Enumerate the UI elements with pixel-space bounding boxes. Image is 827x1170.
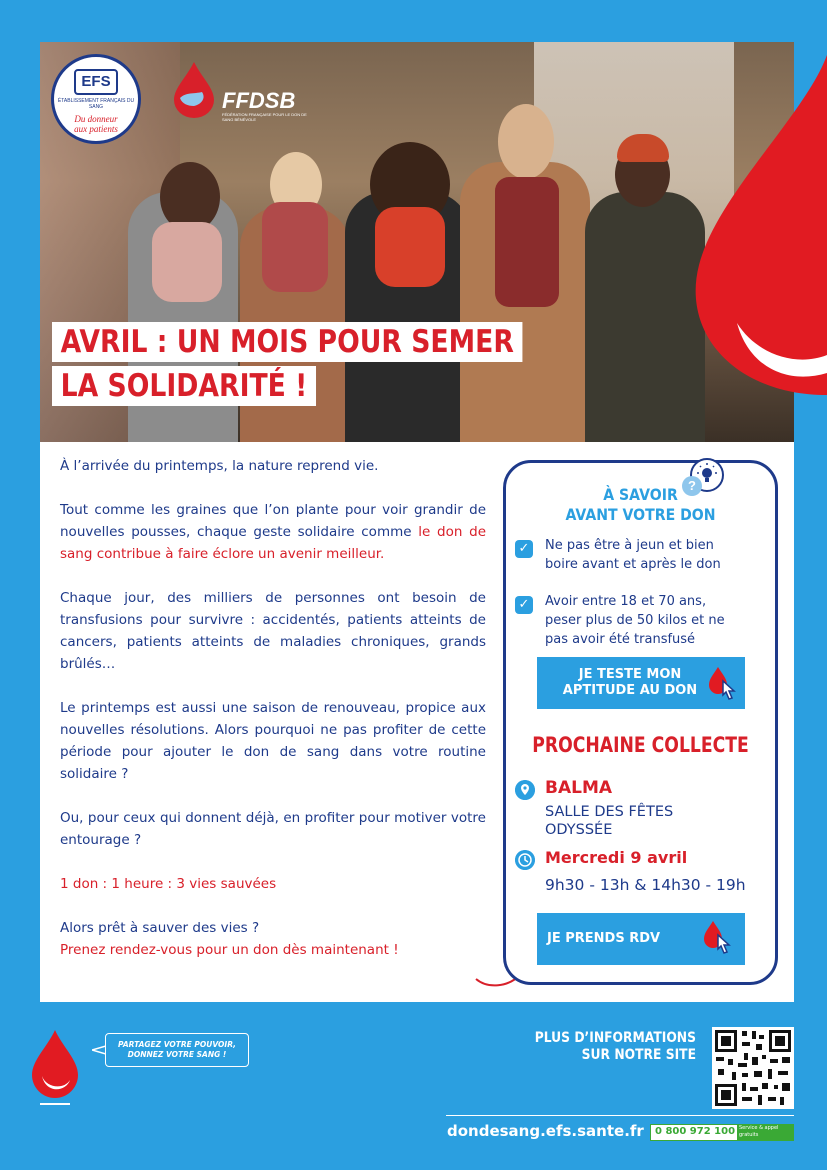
location-pin-icon <box>515 780 535 800</box>
paragraph-3: Chaque jour, des milliers de personnes ont besoin de transfusions pour survivre : accidentés, patients atteints de cancers, patients atteints de maladies chroniques, grands brûlés… <box>60 590 486 672</box>
collecte-hours: 9h30 - 13h & 14h30 - 19h <box>545 876 746 894</box>
collecte-place-1: SALLE DES FÊTES <box>545 804 674 820</box>
drop-click-icon <box>707 665 741 703</box>
collecte-place-2: ODYSSÉE <box>545 822 613 838</box>
headline-line-1: AVRIL : UN MOIS POUR SEMER <box>52 322 523 362</box>
efs-full-name: ÉTABLISSEMENT FRANÇAIS DU SANG <box>57 98 135 110</box>
savoir-title <box>520 485 762 525</box>
requirement-2-line-2: peser plus de 50 kilos et ne <box>545 613 725 628</box>
headline-line-2: LA SOLIDARITÉ ! <box>52 366 316 406</box>
paragraph-7 <box>60 917 486 961</box>
efs-tagline-2: aux patients <box>74 124 118 134</box>
paragraph-7-cta: Prenez rendez-vous pour un don dès maintenant ! <box>60 942 399 958</box>
collecte-city: BALMA <box>545 778 613 798</box>
test-button-line-1: JE TESTE MON <box>578 667 682 682</box>
paragraph-slogan: 1 don : 1 heure : 3 vies sauvées <box>60 876 277 892</box>
ffdsb-logo <box>172 62 312 122</box>
question-icon: ? <box>682 476 702 496</box>
checkbox-icon: ✓ <box>515 540 533 558</box>
drop-click-icon <box>702 919 736 959</box>
plus-info-2: SUR NOTRE SITE <box>581 1047 696 1063</box>
efs-tagline <box>54 114 138 134</box>
collecte-date: Mercredi 9 avril <box>545 848 688 867</box>
speech-bubble-tail <box>92 1045 106 1055</box>
phone-number: 0 800 972 100 <box>655 1126 736 1137</box>
requirement-2-line-1: Avoir entre 18 et 70 ans, <box>545 594 707 609</box>
rdv-button-label: JE PRENDS RDV <box>547 931 661 946</box>
qr-code[interactable] <box>712 1027 794 1109</box>
efs-abbr: EFS <box>74 69 118 95</box>
paragraph-5: Ou, pour ceux qui donnent déjà, en profiter pour motiver votre entourage ? <box>60 810 486 848</box>
big-blood-drop-icon <box>687 55 827 395</box>
requirement-1-line-1: Ne pas être à jeun et bien <box>545 538 714 553</box>
paragraph-4: Le printemps est aussi une saison de renouveau, propice aux nouvelles résolutions. Alors pourquoi ne pas profiter de cette période pour ajouter le don de sang dans votre routine solidaire ? <box>60 700 486 782</box>
efs-logo <box>51 54 141 144</box>
phone-number-badge[interactable] <box>650 1124 794 1141</box>
ffdsb-name: FFDSB <box>222 88 296 113</box>
phone-service-note: Service & appel gratuits <box>737 1125 793 1140</box>
ffdsb-drop-icon <box>172 62 216 118</box>
person-3-scarf <box>375 207 445 287</box>
person-4-scarf <box>495 177 559 307</box>
paragraph-2 <box>60 499 486 565</box>
requirement-2 <box>545 592 725 649</box>
prendre-rdv-button[interactable] <box>537 913 745 965</box>
footer-url-divider <box>446 1115 794 1116</box>
person-2-scarf <box>262 202 328 292</box>
person-4-head <box>498 104 554 179</box>
requirement-1 <box>545 536 721 574</box>
savoir-title-1: À SAVOIR <box>603 485 678 504</box>
collecte-place <box>545 803 745 839</box>
paragraph-2-highlight: le don de sang contribue à faire éclore un avenir meilleur. <box>60 524 486 562</box>
checkbox-icon: ✓ <box>515 596 533 614</box>
savoir-title-2: AVANT VOTRE DON <box>565 505 716 524</box>
paragraph-2-text: Tout comme les graines que l’on plante pour voir grandir de nouvelles pousses, chaque geste solidaire comme <box>60 502 486 540</box>
plus-info <box>534 1030 696 1064</box>
website-link[interactable]: dondesang.efs.sante.fr <box>447 1122 644 1140</box>
footer-divider <box>40 1103 70 1105</box>
bubble-line-2: DONNEZ VOTRE SANG ! <box>127 1050 227 1059</box>
efs-tagline-1: Du donneur <box>74 114 118 124</box>
paragraph-1: À l’arrivée du printemps, la nature reprend vie. <box>60 458 379 474</box>
test-aptitude-button[interactable] <box>537 657 745 709</box>
bubble-line-1: PARTAGEZ VOTRE POUVOIR, <box>118 1040 236 1049</box>
person-1-scarf <box>152 222 222 302</box>
ffdsb-subtitle: FÉDÉRATION FRANÇAISE POUR LE DON DE SANG BÉNÉVOLE <box>222 112 307 122</box>
requirement-1-line-2: boire avant et après le don <box>545 557 721 572</box>
clock-icon <box>515 850 535 870</box>
prochaine-collecte-title: PROCHAINE COLLECTE <box>532 733 749 757</box>
paragraph-7-question: Alors prêt à sauver des vies ? <box>60 920 260 936</box>
footer-drop-icon <box>30 1030 80 1100</box>
plus-info-1: PLUS D’INFORMATIONS <box>534 1030 696 1046</box>
requirement-2-line-3: pas avoir été transfusé <box>545 632 696 647</box>
speech-bubble <box>105 1033 249 1067</box>
test-button-line-2: APTITUDE AU DON <box>562 683 698 698</box>
body-text <box>60 455 486 961</box>
